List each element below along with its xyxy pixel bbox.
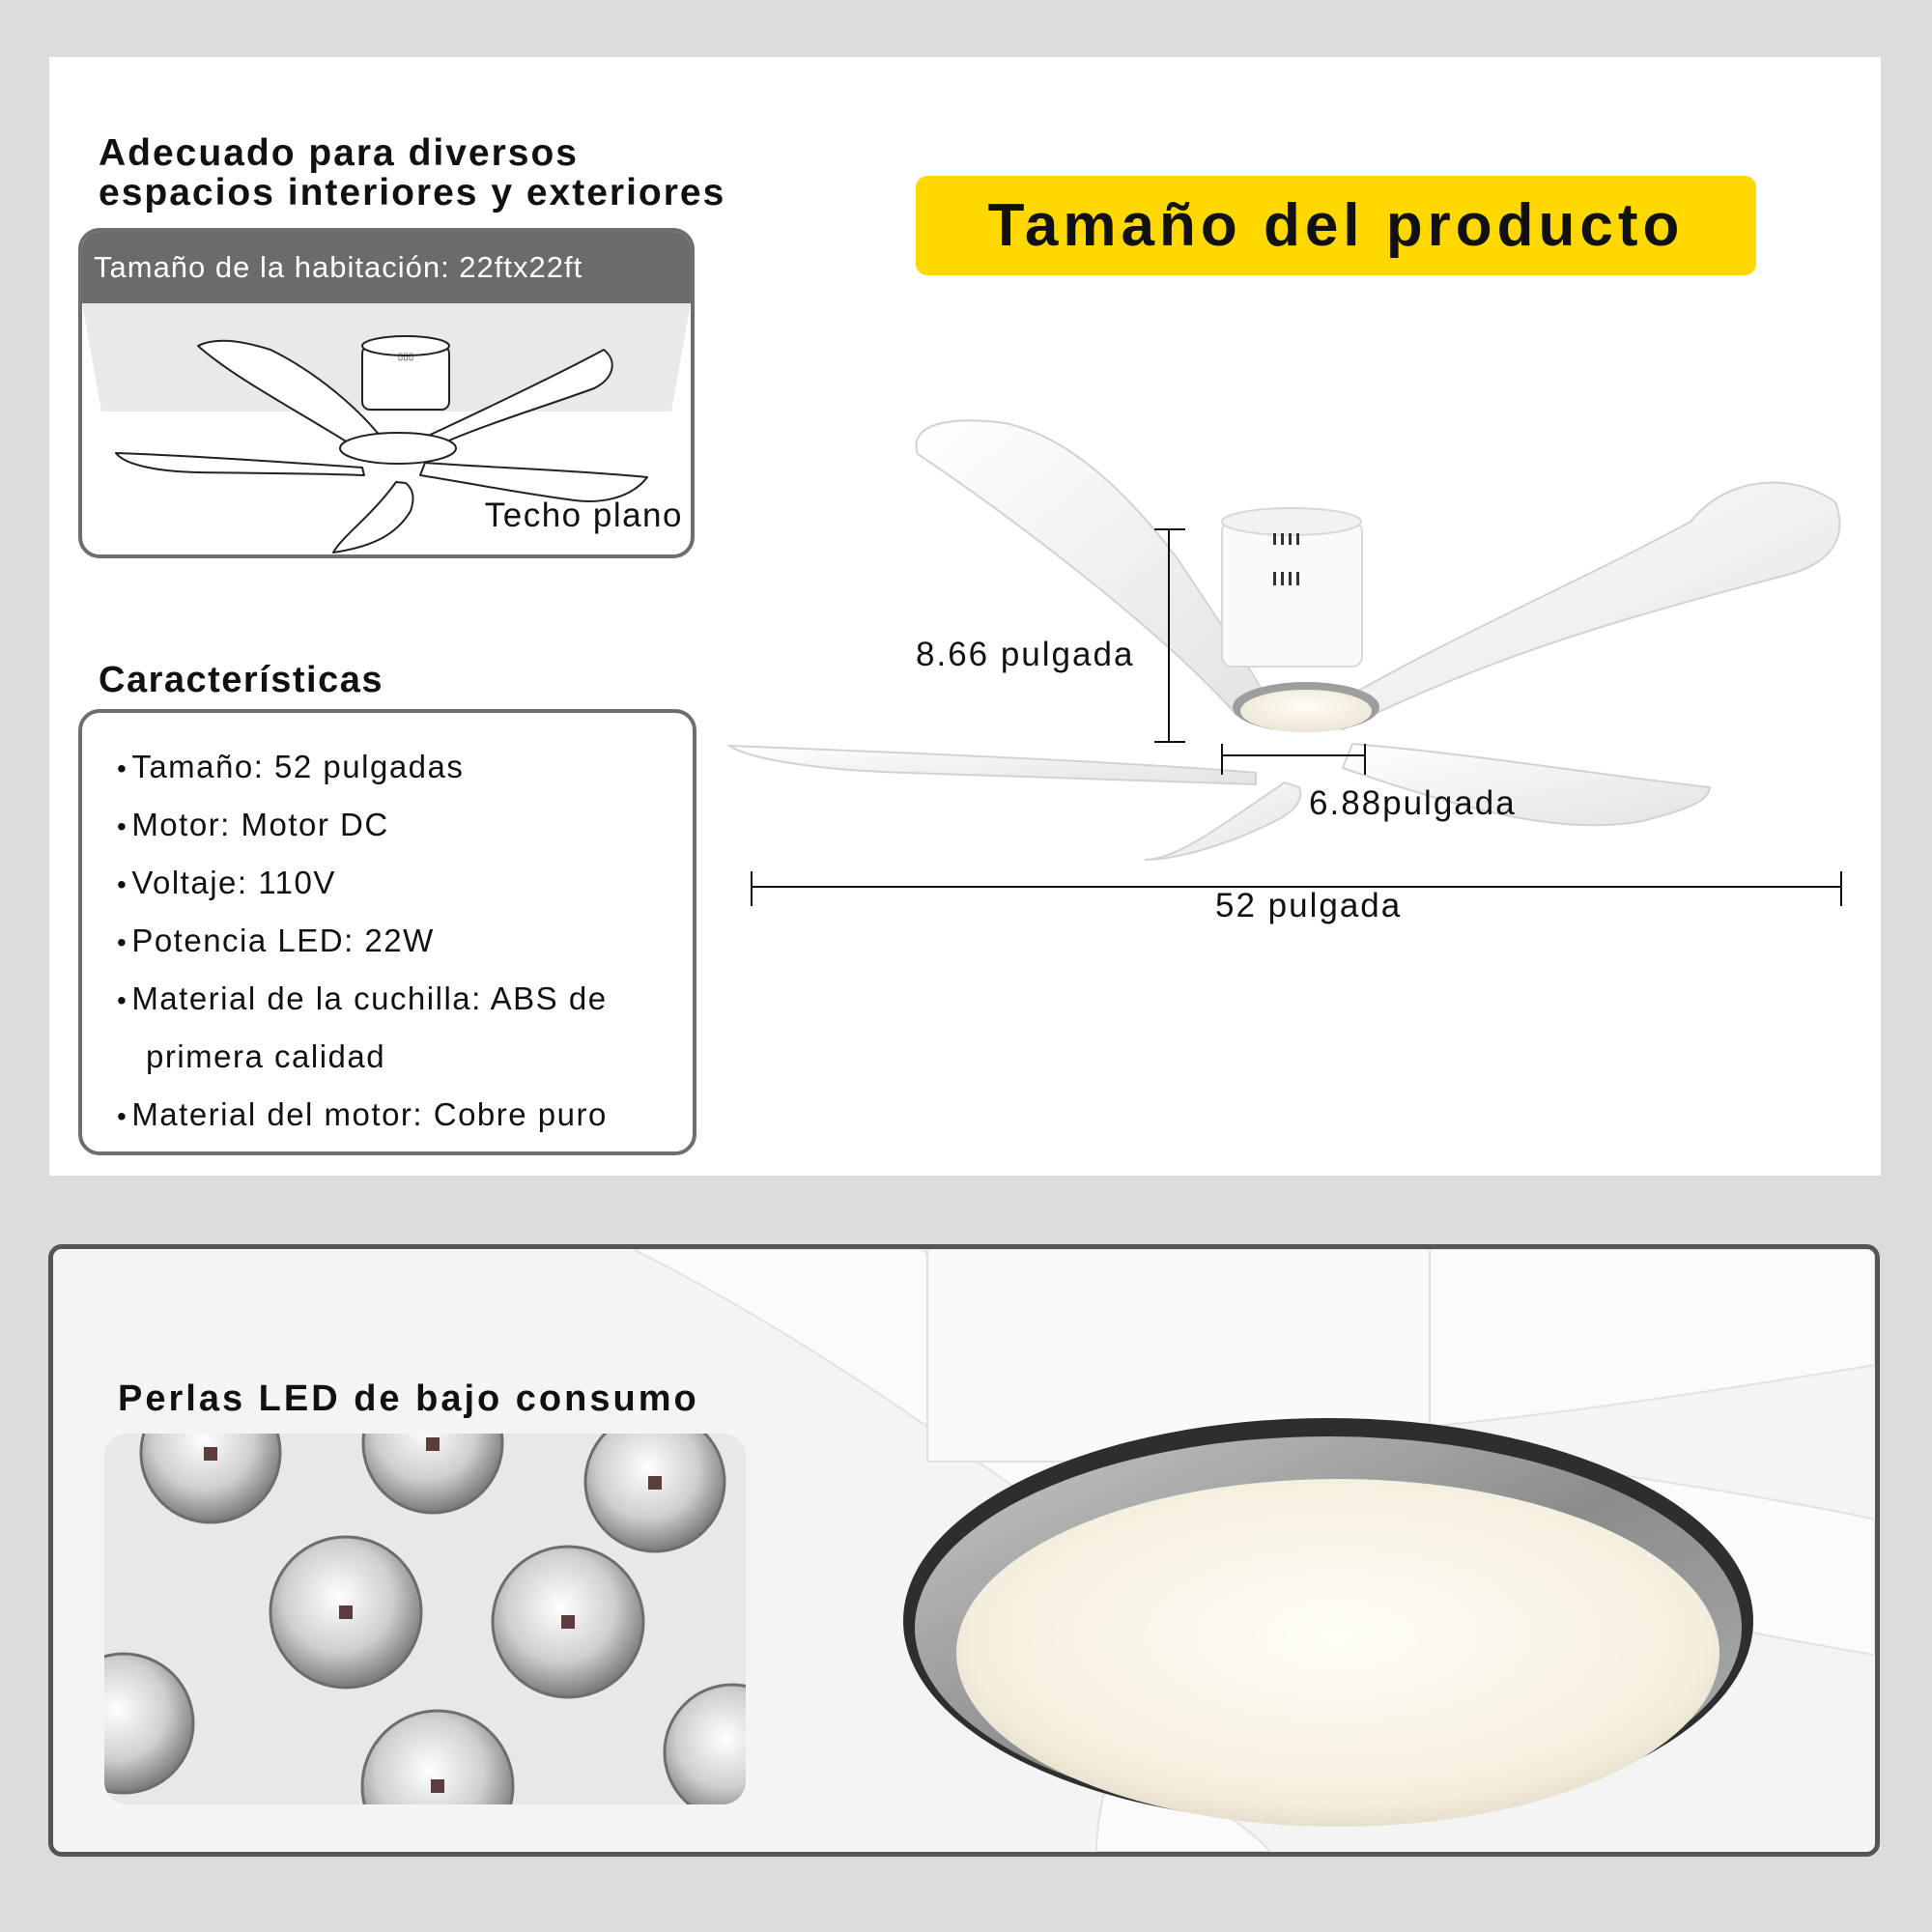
led-beads-inset	[104, 1434, 746, 1804]
sketch-blade-3	[420, 463, 647, 501]
product-size-title: Tamaño del producto	[987, 192, 1685, 259]
led-closeup-panel	[48, 1244, 1880, 1857]
bullet-icon: •	[117, 927, 128, 957]
motor-housing	[1222, 522, 1362, 667]
rooms-heading-line1: Adecuado para diversos	[99, 132, 579, 174]
light-kit-lens	[1240, 690, 1372, 732]
height-dimension-label: 8.66 pulgada	[916, 636, 1135, 673]
feature-item: • Motor: Motor DC	[117, 807, 389, 842]
blade-lower	[1145, 782, 1300, 860]
blade-left	[729, 746, 1256, 784]
feature-item: • Material de la cuchilla: ABS de	[117, 980, 608, 1016]
blade-upper-right	[1333, 483, 1839, 729]
motor-top	[1222, 508, 1361, 535]
feature-item: • Voltaje: 110V	[117, 865, 336, 900]
ceiling-type-label: Techo plano	[484, 497, 683, 534]
bullet-icon: •	[117, 811, 128, 841]
ceiling-fan-product-image	[715, 396, 1855, 918]
feature-item: • Potencia LED: 22W	[117, 923, 435, 958]
bullet-icon: •	[117, 1101, 128, 1131]
svg-text:▯▯▯: ▯▯▯	[397, 352, 414, 362]
feature-item-continuation: primera calidad	[146, 1038, 386, 1074]
bullet-icon: •	[117, 869, 128, 899]
sketch-blade-5	[116, 453, 364, 475]
rooms-heading-line2: espacios interiores y exteriores	[99, 172, 726, 213]
product-size-banner	[916, 176, 1756, 275]
bullet-icon: •	[117, 753, 128, 783]
feature-item: • Tamaño: 52 pulgadas	[117, 749, 465, 784]
led-beads-image	[104, 1434, 746, 1804]
closeup-light-lens	[956, 1479, 1719, 1827]
light-width-dimension-label: 6.88pulgada	[1309, 784, 1517, 822]
room-size-card	[78, 228, 695, 558]
span-dimension-label: 52 pulgada	[1215, 887, 1403, 924]
led-heading: Perlas LED de bajo consumo	[118, 1378, 699, 1419]
room-size-label: Tamaño de la habitación: 22ftx22ft	[82, 232, 691, 303]
features-card	[78, 709, 696, 1155]
sketch-blade-4	[333, 482, 412, 553]
feature-item: • Material del motor: Cobre puro	[117, 1096, 608, 1132]
sketch-light-kit	[340, 433, 456, 464]
bullet-icon: •	[117, 985, 128, 1015]
features-heading: Características	[99, 660, 384, 700]
